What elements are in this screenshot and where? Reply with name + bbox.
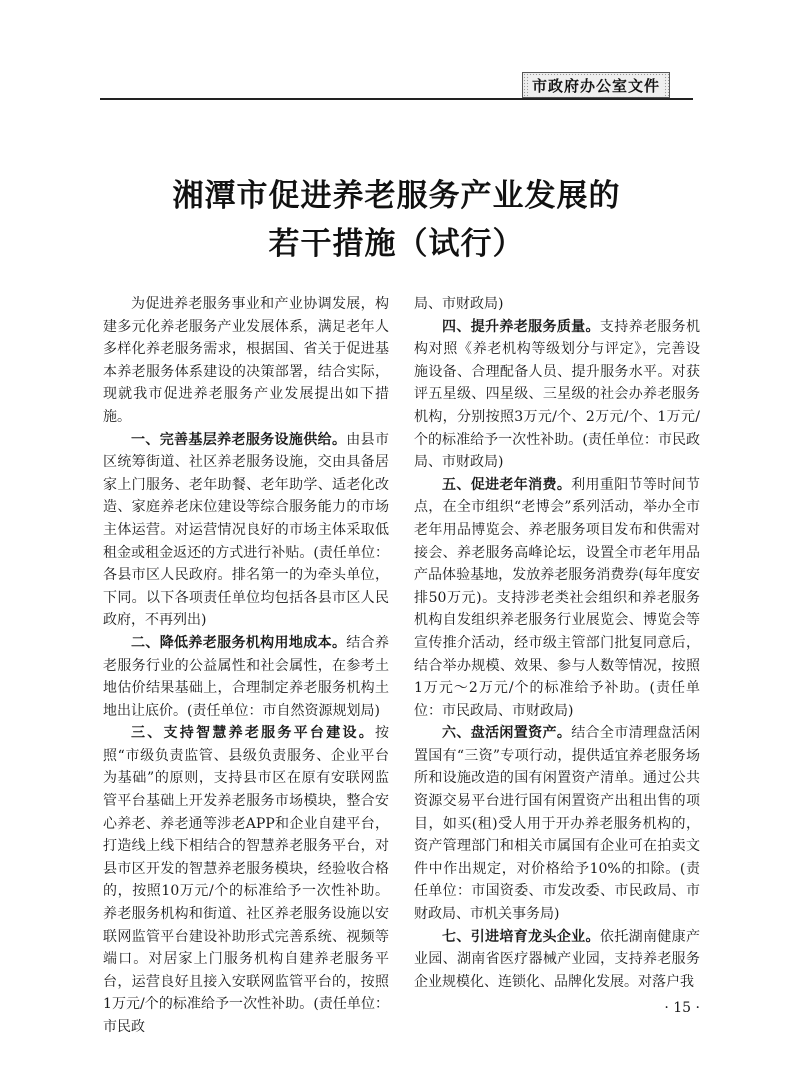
section-5-paragraph [414, 474, 700, 723]
section-4-body: 支持养老服务机构对照《养老机构等级划分与评定》，完善设施设备、合理配备人员、提升服务水平。对获评五星级、四星级、三星级的社会办养老服务机构，分别按照3万元/个、2万元/个、1万元/个的标准给予一次性补助。(责任单位：市民政局、市财政局) [414, 318, 701, 471]
left-column [103, 293, 389, 1039]
section-4-heading: 四、提升养老服务质量。 [442, 318, 600, 335]
section-1-heading: 一、完善基层养老服务设施供给。 [131, 431, 347, 448]
header-divider [100, 98, 693, 100]
section-5-heading: 五、促进老年消费。 [442, 476, 572, 493]
section-6-heading: 六、盘活闲置资产。 [442, 725, 572, 742]
section-3-continuation: 局、市财政局) [414, 296, 504, 312]
section-7-body: 依托湖南健康产业园、湖南省医疗器械产业园，支持养老服务企业规模化、连锁化、品牌化发展。对落户我 [414, 928, 701, 990]
section-1-paragraph [103, 429, 389, 632]
section-3-body: 按照“市级负责监管、县级负责服务、企业平台为基础”的原则，支持县市区在原有安联网监管平台基础上开发养老服务市场模块，整合安心养老、养老通等涉老APP和企业自建平台，打造线上线下相结合的智慧养老服务平台，对县市区开发的智慧养老服务模块，经验收合格的，按照10万元/个的标准给予一次性补助。养老服务机构和街道、社区养老服务设施以安联网监管平台建设补助形式完善系统、视频等端口。对居家上门服务机构自建养老服务平台，运营良好且接入安联网监管平台的，按照1万元/个的标准给予一次性补助。(责任单位：市民政 [103, 725, 389, 1035]
section-header-tag [522, 72, 670, 98]
section-1-body: 由县市区统筹街道、社区养老服务设施，交由具备居家上门服务、老年助餐、老年助学、适老化改造、家庭养老床位建设等综合服务能力的市场主体运营。对运营情况良好的市场主体采取低租金或租金返还的方式进行补贴。(责任单位：各县市区人民政府。排名第一的为牵头单位，下同。以下各项责任单位均包括各县市区人民政府，不再列出) [103, 431, 390, 629]
section-6-body: 结合全市清理盘活闲置国有“三资”专项行动，提供适宜养老服务场所和设施改造的国有闲置资产清单。通过公共资源交易平台进行国有闲置资产出租出售的项目，如买(租)受人用于开办养老服务机构的，资产管理部门和相关市属国有企业可在拍卖文件中作出规定，对价格给予10%的扣除。(责任单位：市国资委、市发改委、市民政局、市财政局、市机关事务局) [414, 725, 701, 923]
section-7-heading: 七、引进培育龙头企业。 [442, 928, 600, 945]
section-7-paragraph [414, 926, 700, 994]
section-header-label: 市政府办公室文件 [529, 75, 663, 96]
section-6-paragraph [414, 722, 700, 925]
section-4-paragraph [414, 316, 700, 474]
intro-paragraph: 为促进养老服务事业和产业协调发展，构建多元化养老服务产业发展体系，满足老年人多样化养老服务需求，根据国、省关于促进基本养老服务体系建设的决策部署，结合实际，现就我市促进养老服务产业发展提出如下措施。 [103, 296, 389, 425]
section-3-heading: 三、支持智慧养老服务平台建设。 [131, 725, 375, 742]
section-3-paragraph [103, 722, 389, 1038]
section-2-paragraph [103, 632, 389, 722]
section-5-body: 利用重阳节等时间节点，在全市组织“老博会”系列活动，举办全市老年用品博览会、养老服务项目发布和供需对接会、养老服务高峰论坛，设置全市老年用品产品体验基地，发放养老服务消费券(每年度安排50万元)。支持涉老类社会组织和养老服务机构自发组织养老服务行业展览会、博览会等宣传推介活动，经市级主管部门批复同意后，结合举办规模、效果、参与人数等情况，按照1万元～2万元/个的标准给予补助。(责任单位：市民政局、市财政局) [414, 476, 701, 719]
title-line-2: 若干措施（试行） [268, 226, 525, 262]
section-2-body: 结合养老服务行业的公益属性和社会属性，在参考土地估价结果基础上，合理制定养老服务机构土地出让底价。(责任单位：市自然资源规划局) [103, 634, 390, 719]
document-title [100, 172, 693, 268]
page-number: · 15 · [664, 1000, 700, 1016]
section-2-heading: 二、降低养老服务机构用地成本。 [131, 634, 347, 651]
right-column [414, 293, 700, 993]
title-line-1: 湘潭市促进养老服务产业发展的 [172, 178, 621, 214]
